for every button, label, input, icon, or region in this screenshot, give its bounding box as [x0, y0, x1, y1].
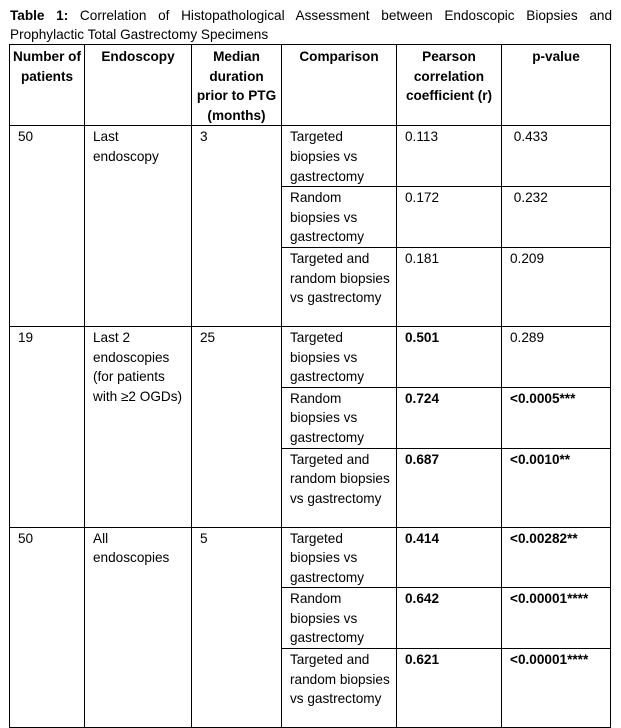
p-value-cell: <0.00001****	[502, 649, 611, 728]
p-value-cell: <0.0005***	[502, 387, 611, 448]
endoscopy-cell: Last 2 endoscopies (for patients with ≥2 OGDs)	[85, 326, 192, 527]
endoscopy-cell: All endoscopies	[85, 527, 192, 728]
comparison-cell: Targeted and random biopsies vs gastrectomy	[282, 649, 397, 728]
header-pearson: Pearson correlation coefficient (r)	[397, 45, 502, 126]
pearson-cell: 0.172	[397, 187, 502, 248]
comparison-cell: Targeted biopsies vs gastrectomy	[282, 126, 397, 187]
comparison-cell: Random biopsies vs gastrectomy	[282, 187, 397, 248]
pearson-cell: 0.181	[397, 247, 502, 326]
duration-cell: 5	[192, 527, 282, 728]
comparison-cell: Random biopsies vs gastrectomy	[282, 588, 397, 649]
pearson-cell: 0.724	[397, 387, 502, 448]
patients-cell: 50	[10, 527, 85, 728]
pearson-cell: 0.501	[397, 326, 502, 387]
pearson-cell: 0.687	[397, 448, 502, 527]
p-value-cell: <0.0010**	[502, 448, 611, 527]
table-row	[10, 326, 611, 387]
p-value-cell: 0.289	[502, 326, 611, 387]
endoscopy-cell: Last endoscopy	[85, 126, 192, 327]
correlation-table	[9, 44, 611, 728]
patients-cell: 19	[10, 326, 85, 527]
comparison-cell: Targeted biopsies vs gastrectomy	[282, 326, 397, 387]
pearson-cell: 0.621	[397, 649, 502, 728]
p-value-cell: 0.433	[502, 126, 611, 187]
p-value-cell: 0.209	[502, 247, 611, 326]
comparison-cell: Targeted and random biopsies vs gastrectomy	[282, 448, 397, 527]
comparison-cell: Targeted and random biopsies vs gastrectomy	[282, 247, 397, 326]
table-row	[10, 126, 611, 187]
caption-label: Table 1:	[10, 8, 69, 23]
p-value-cell: <0.00282**	[502, 527, 611, 588]
duration-cell: 3	[192, 126, 282, 327]
patients-cell: 50	[10, 126, 85, 327]
header-duration: Median duration prior to PTG (months)	[192, 45, 282, 126]
pearson-cell: 0.414	[397, 527, 502, 588]
table-caption	[10, 6, 612, 44]
caption-text: Correlation of Histopathological Assessment between Endoscopic Biopsies and Prophylactic Total Gastrectomy Specimens	[10, 8, 613, 42]
header-patients: Number of patients	[10, 45, 85, 126]
pearson-cell: 0.113	[397, 126, 502, 187]
header-row	[10, 45, 611, 126]
header-p-value: p-value	[502, 45, 611, 126]
table-row	[10, 527, 611, 588]
header-endoscopy: Endoscopy	[85, 45, 192, 126]
header-comparison: Comparison	[282, 45, 397, 126]
pearson-cell: 0.642	[397, 588, 502, 649]
p-value-cell: 0.232	[502, 187, 611, 248]
p-value-cell: <0.00001****	[502, 588, 611, 649]
duration-cell: 25	[192, 326, 282, 527]
comparison-cell: Random biopsies vs gastrectomy	[282, 387, 397, 448]
comparison-cell: Targeted biopsies vs gastrectomy	[282, 527, 397, 588]
